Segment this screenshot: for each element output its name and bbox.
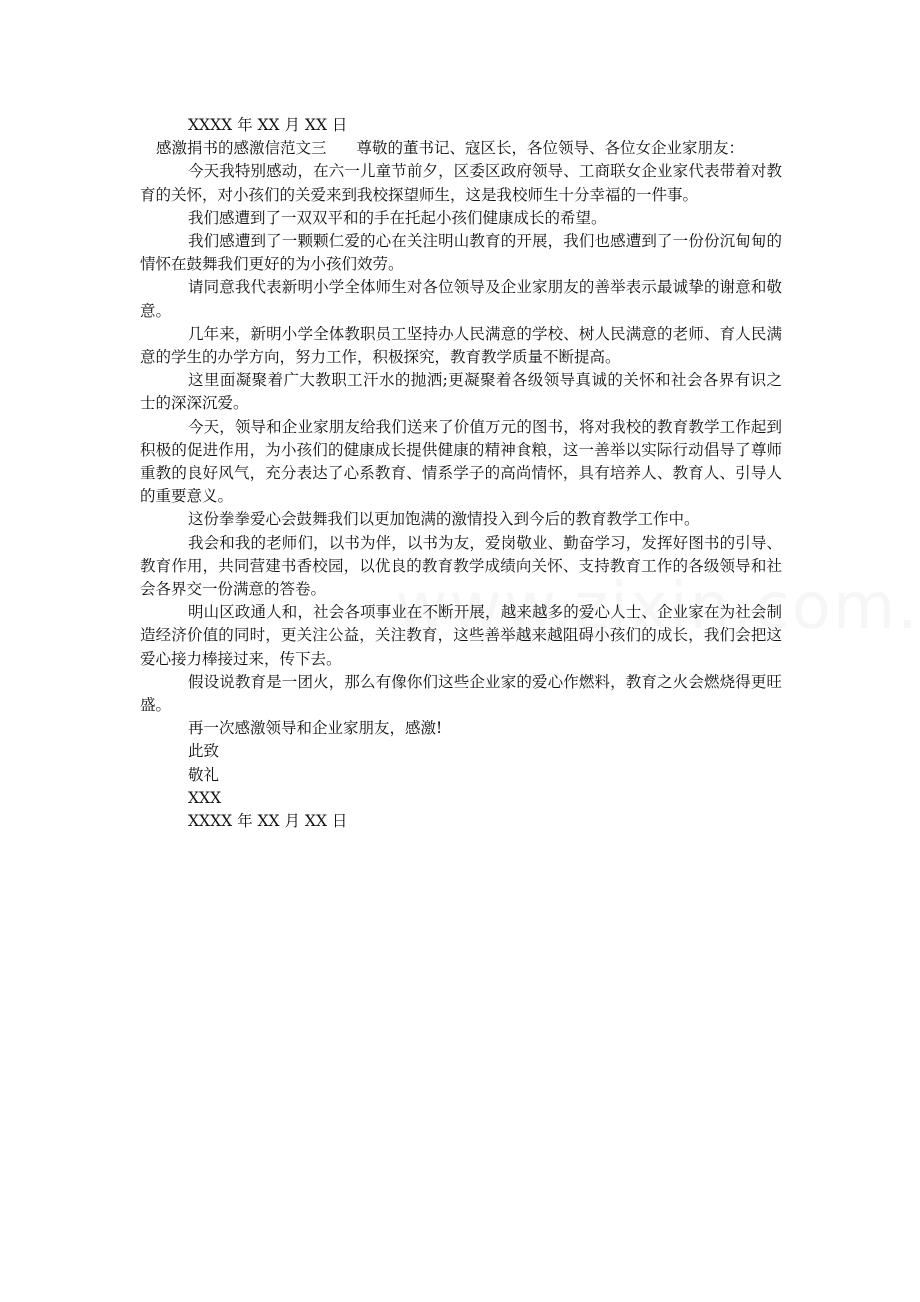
paragraph-1: 今天我特别感动，在六一儿童节前夕，区委区政府领导、工商联女企业家代表带着对教育的关怀，对小孩们的关爱来到我校探望师生，这是我校师生十分幸福的一件事。: [140, 162, 782, 204]
paragraph-12: 再一次感激领导和企业家朋友，感激!: [188, 719, 443, 738]
title-salutation-line: [140, 137, 782, 160]
paragraph-4: 请同意我代表新明小学全体师生对各位领导及企业家朋友的善举表示最诚挚的谢意和敬意。: [140, 278, 782, 320]
paragraph-11: 假设说教育是一团火，那么有像你们这些企业家的爱心作燃料，教育之火会燃烧得更旺盛。: [140, 672, 782, 715]
paragraph-5: 几年来，新明小学全体教职员工坚持办人民满意的学校、树人民满意的老师、育人民满意的学生的办学方向，努力工作，积极探究，教育教学质量不断提高。: [140, 324, 782, 367]
paragraph-6: 这里面凝聚着广大教职工汗水的抛洒;更凝聚着各级领导真诚的关怀和社会各界有识之士的深深沉爱。: [140, 371, 782, 413]
salutation: 尊敬的董书记、寇区长，各位领导、各位女企业家朋友：: [356, 139, 745, 158]
paragraph-10: 明山区政通人和，社会各项事业在不断开展，越来越多的爱心人士、企业家在为社会制造经济价值的同时，更关注公益，关注教育，这些善举越来越阻碍小孩们的成长，我们会把这爱心接力棒接过来，传下去。: [140, 603, 782, 668]
paragraph-2: 我们感遭到了一双双平和的手在托起小孩们健康成长的希望。: [188, 208, 607, 227]
paragraph-8: 这份拳拳爱心会鼓舞我们以更加饱满的激情投入到今后的教育教学工作中。: [188, 510, 700, 529]
paragraph-9: 我会和我的老师们，以书为伴，以书为友，爱岗敬业、勤奋学习，发挥好图书的引导、教育作用，共同营建书香校园，以优良的教育教学成绩向关怀、支持教育工作的各级领导和社会各界交一份满意的答卷。: [140, 533, 782, 599]
letter-title: 感激捐书的感激信范文三: [156, 139, 327, 158]
paragraph-3: 我们感遭到了一颗颗仁爱的心在关注明山教育的开展，我们也感遭到了一份份沉甸甸的情怀在鼓舞我们更好的为小孩们效劳。: [140, 232, 782, 274]
footer-date: XXXX 年 XX 月 XX 日: [188, 812, 348, 831]
paragraph-7: 今天，领导和企业家朋友给我们送来了价值万元的图书，将对我校的教育教学工作起到积极的促进作用，为小孩们的健康成长提供健康的精神食粮，这一善举以实际行动倡导了尊师重教的良好风气，充分表达了心系教育、情系学子的高尚情怀，具有培养人、教育人、引导人的重要意义。: [140, 417, 782, 506]
signature: XXX: [188, 788, 222, 807]
letter-body: [140, 114, 782, 833]
closing-line-1: 此致: [188, 742, 220, 761]
closing-line-2: 敬礼: [188, 765, 220, 784]
header-date: XXXX 年 XX 月 XX 日: [188, 116, 348, 134]
